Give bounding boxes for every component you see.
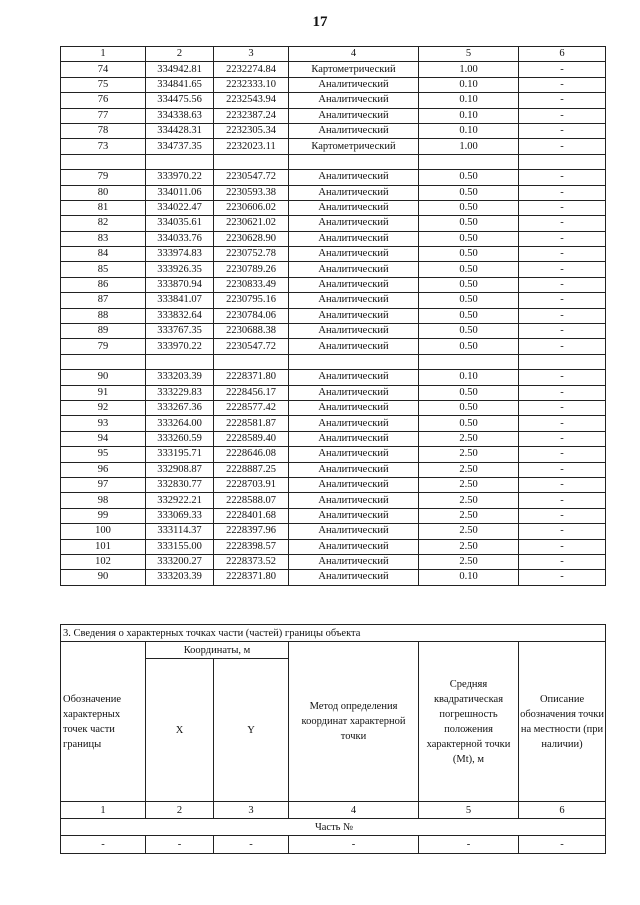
cell: Аналитический [289, 231, 419, 246]
cell: - [519, 508, 606, 523]
cell: 2.50 [419, 462, 519, 477]
header-coordinates: Координаты, м [146, 642, 289, 659]
cell: 0.10 [419, 77, 519, 92]
cell: 1 [61, 47, 146, 62]
cell: 2230593.38 [214, 185, 289, 200]
cell: 2230784.06 [214, 308, 289, 323]
column-number: 1 [61, 802, 146, 819]
cell: Аналитический [289, 170, 419, 185]
cell [419, 354, 519, 369]
cell: 93 [61, 416, 146, 431]
cell: 2228646.08 [214, 447, 289, 462]
cell: Аналитический [289, 339, 419, 354]
cell: 84 [61, 247, 146, 262]
cell: 0.50 [419, 385, 519, 400]
table-row [61, 339, 606, 354]
cell: 89 [61, 324, 146, 339]
cell: Аналитический [289, 524, 419, 539]
part-label: Часть № [61, 819, 606, 836]
cell: 95 [61, 447, 146, 462]
cell: 79 [61, 339, 146, 354]
cell: 0.50 [419, 416, 519, 431]
cell: Аналитический [289, 185, 419, 200]
cell: Аналитический [289, 123, 419, 138]
cell: 2.50 [419, 539, 519, 554]
cell [519, 154, 606, 169]
cell: Аналитический [289, 247, 419, 262]
cell: 2228398.57 [214, 539, 289, 554]
cell: 77 [61, 108, 146, 123]
cell: 90 [61, 570, 146, 585]
cell: - [519, 185, 606, 200]
cell: 74 [61, 62, 146, 77]
cell: 78 [61, 123, 146, 138]
cell: 334022.47 [146, 200, 214, 215]
cell: 2228397.96 [214, 524, 289, 539]
cell: 1.00 [419, 139, 519, 154]
cell: Аналитический [289, 370, 419, 385]
table-row [61, 231, 606, 246]
cell: - [519, 93, 606, 108]
cell: - [519, 293, 606, 308]
cell: 85 [61, 262, 146, 277]
table-row [61, 308, 606, 323]
cell: 2232023.11 [214, 139, 289, 154]
cell: - [519, 62, 606, 77]
cell: - [61, 836, 146, 854]
cell: 0.50 [419, 324, 519, 339]
blank-row [61, 154, 606, 169]
cell: 333069.33 [146, 508, 214, 523]
cell: 3 [214, 47, 289, 62]
cell: 2228581.87 [214, 416, 289, 431]
cell: Аналитический [289, 431, 419, 446]
column-number: 2 [146, 802, 214, 819]
cell: 0.50 [419, 247, 519, 262]
cell: 98 [61, 493, 146, 508]
table-row [61, 524, 606, 539]
cell: Аналитический [289, 385, 419, 400]
cell [289, 354, 419, 369]
header-point-designation: Обозначение характерных точек части границы [61, 642, 146, 802]
cell: 2230547.72 [214, 170, 289, 185]
cell: 334011.06 [146, 185, 214, 200]
cell: Аналитический [289, 108, 419, 123]
cell: Аналитический [289, 416, 419, 431]
cell: - [419, 836, 519, 854]
table-row [61, 400, 606, 415]
header-x: X [146, 659, 214, 802]
cell: 334737.35 [146, 139, 214, 154]
cell [146, 354, 214, 369]
cell: 2228401.68 [214, 508, 289, 523]
cell: 2232333.10 [214, 77, 289, 92]
cell: 2230606.02 [214, 200, 289, 215]
cell: 2.50 [419, 447, 519, 462]
table-row [61, 539, 606, 554]
cell: - [519, 123, 606, 138]
cell: - [519, 493, 606, 508]
cell: 0.50 [419, 185, 519, 200]
cell: 75 [61, 77, 146, 92]
cell: 332922.21 [146, 493, 214, 508]
cell [519, 354, 606, 369]
cell: - [519, 431, 606, 446]
cell: - [519, 385, 606, 400]
cell [214, 154, 289, 169]
cell: 76 [61, 93, 146, 108]
cell: 91 [61, 385, 146, 400]
cell: 0.50 [419, 231, 519, 246]
cell: 1.00 [419, 62, 519, 77]
cell: Аналитический [289, 308, 419, 323]
cell: - [519, 462, 606, 477]
cell: 333767.35 [146, 324, 214, 339]
cell: 100 [61, 524, 146, 539]
cell: 0.50 [419, 170, 519, 185]
cell: 2228588.07 [214, 493, 289, 508]
table-row [61, 554, 606, 569]
page-number: 17 [312, 14, 328, 30]
cell: 2228371.80 [214, 370, 289, 385]
table-row [61, 262, 606, 277]
cell: 94 [61, 431, 146, 446]
blank-row [61, 354, 606, 369]
cell: 81 [61, 200, 146, 215]
table-row [61, 62, 606, 77]
cell: 96 [61, 462, 146, 477]
table-row [61, 324, 606, 339]
cell: 99 [61, 508, 146, 523]
cell: 333841.07 [146, 293, 214, 308]
cell: 2232387.24 [214, 108, 289, 123]
cell [419, 154, 519, 169]
cell: - [519, 324, 606, 339]
cell: 0.10 [419, 570, 519, 585]
table-row [61, 431, 606, 446]
cell: 87 [61, 293, 146, 308]
cell: 90 [61, 370, 146, 385]
cell: 333203.39 [146, 570, 214, 585]
table-row [61, 477, 606, 492]
cell: 2228456.17 [214, 385, 289, 400]
table-row [61, 93, 606, 108]
cell: 2.50 [419, 524, 519, 539]
cell: 97 [61, 477, 146, 492]
column-number: 6 [519, 802, 606, 819]
cell: - [519, 400, 606, 415]
cell: 334033.76 [146, 231, 214, 246]
cell: 102 [61, 554, 146, 569]
cell: - [146, 836, 214, 854]
cell: - [519, 216, 606, 231]
cell: 2232305.34 [214, 123, 289, 138]
cell: - [519, 77, 606, 92]
cell: 333195.71 [146, 447, 214, 462]
cell [146, 154, 214, 169]
cell: Аналитический [289, 324, 419, 339]
cell: Аналитический [289, 216, 419, 231]
cell: Аналитический [289, 293, 419, 308]
cell: - [519, 836, 606, 854]
cell: Аналитический [289, 554, 419, 569]
cell: 82 [61, 216, 146, 231]
section-title: 3. Сведения о характерных точках части (частей) границы объекта [61, 625, 606, 642]
cell: Аналитический [289, 493, 419, 508]
table-row [61, 200, 606, 215]
table-row [61, 570, 606, 585]
cell: 83 [61, 231, 146, 246]
empty-part-row [61, 836, 606, 854]
column-number: 4 [289, 802, 419, 819]
cell: 0.50 [419, 216, 519, 231]
cell: 333970.22 [146, 170, 214, 185]
cell: 334942.81 [146, 62, 214, 77]
table-row [61, 462, 606, 477]
table-row [61, 247, 606, 262]
cell: Аналитический [289, 93, 419, 108]
cell: Аналитический [289, 262, 419, 277]
cell: 6 [519, 47, 606, 62]
table-row [61, 385, 606, 400]
cell: - [519, 477, 606, 492]
cell: - [519, 277, 606, 292]
cell: 5 [419, 47, 519, 62]
cell: - [519, 524, 606, 539]
cell: 92 [61, 400, 146, 415]
cell: Аналитический [289, 462, 419, 477]
table-row [61, 416, 606, 431]
cell: 333974.83 [146, 247, 214, 262]
column-number: 5 [419, 802, 519, 819]
cell: 88 [61, 308, 146, 323]
table-row [61, 139, 606, 154]
cell: 0.50 [419, 200, 519, 215]
cell: - [519, 108, 606, 123]
cell: 333155.00 [146, 539, 214, 554]
cell: - [519, 554, 606, 569]
table-row [61, 216, 606, 231]
column-number-row [61, 802, 606, 819]
cell: 4 [289, 47, 419, 62]
cell: 2228371.80 [214, 570, 289, 585]
cell: 334475.56 [146, 93, 214, 108]
cell: Аналитический [289, 200, 419, 215]
cell [289, 154, 419, 169]
cell: - [519, 200, 606, 215]
table-row [61, 493, 606, 508]
cell: 0.50 [419, 277, 519, 292]
cell: 0.50 [419, 400, 519, 415]
parts-table [60, 624, 606, 854]
cell: 333970.22 [146, 339, 214, 354]
cell: 2 [146, 47, 214, 62]
table-row [61, 185, 606, 200]
cell: 334035.61 [146, 216, 214, 231]
cell: Аналитический [289, 539, 419, 554]
cell: 2230621.02 [214, 216, 289, 231]
cell: 334841.65 [146, 77, 214, 92]
cell: 333870.94 [146, 277, 214, 292]
cell: 2228589.40 [214, 431, 289, 446]
cell: 0.50 [419, 293, 519, 308]
cell: Картометрический [289, 62, 419, 77]
header-description: Описание обозначения точки на местности (при наличии) [519, 642, 606, 802]
cell: Аналитический [289, 447, 419, 462]
cell: 2.50 [419, 508, 519, 523]
cell: - [519, 247, 606, 262]
cell: - [519, 308, 606, 323]
table-row [61, 277, 606, 292]
cell: - [519, 139, 606, 154]
cell: 2228373.52 [214, 554, 289, 569]
cell: 332830.77 [146, 477, 214, 492]
cell: 333832.64 [146, 308, 214, 323]
cell: - [519, 262, 606, 277]
cell: Аналитический [289, 277, 419, 292]
header-y: Y [214, 659, 289, 802]
cell: 333926.35 [146, 262, 214, 277]
cell [214, 354, 289, 369]
cell: 2.50 [419, 431, 519, 446]
cell [61, 354, 146, 369]
table-row [61, 108, 606, 123]
cell: - [214, 836, 289, 854]
cell: 334338.63 [146, 108, 214, 123]
cell: 79 [61, 170, 146, 185]
cell: - [289, 836, 419, 854]
cell: 2.50 [419, 554, 519, 569]
table-row [61, 447, 606, 462]
cell [61, 154, 146, 169]
cell: - [519, 170, 606, 185]
cell: Аналитический [289, 570, 419, 585]
cell: Аналитический [289, 477, 419, 492]
cell: Аналитический [289, 400, 419, 415]
cell: 334428.31 [146, 123, 214, 138]
cell: 2230688.38 [214, 324, 289, 339]
table-row [61, 123, 606, 138]
cell: 333203.39 [146, 370, 214, 385]
cell: 73 [61, 139, 146, 154]
cell: 333114.37 [146, 524, 214, 539]
table-row [61, 293, 606, 308]
cell: - [519, 570, 606, 585]
cell: 333200.27 [146, 554, 214, 569]
cell: - [519, 539, 606, 554]
cell: 2230833.49 [214, 277, 289, 292]
cell: 333229.83 [146, 385, 214, 400]
cell: 2228703.91 [214, 477, 289, 492]
table-row [61, 170, 606, 185]
cell: 333267.36 [146, 400, 214, 415]
cell: 2.50 [419, 477, 519, 492]
cell: 0.50 [419, 308, 519, 323]
cell: 0.10 [419, 108, 519, 123]
cell: 0.10 [419, 123, 519, 138]
cell: 80 [61, 185, 146, 200]
cell: Картометрический [289, 139, 419, 154]
cell: Аналитический [289, 77, 419, 92]
column-number-row [61, 47, 606, 62]
cell: 332908.87 [146, 462, 214, 477]
table-row [61, 370, 606, 385]
cell: 2230789.26 [214, 262, 289, 277]
cell: 0.10 [419, 370, 519, 385]
cell: - [519, 370, 606, 385]
cell: 101 [61, 539, 146, 554]
cell: 2232274.84 [214, 62, 289, 77]
header-method: Метод определения координат характерной точки [289, 642, 419, 802]
cell: - [519, 339, 606, 354]
cell: 2230547.72 [214, 339, 289, 354]
table-row [61, 508, 606, 523]
cell: - [519, 416, 606, 431]
cell: 2230628.90 [214, 231, 289, 246]
cell: 0.50 [419, 262, 519, 277]
cell: 333260.59 [146, 431, 214, 446]
cell: - [519, 231, 606, 246]
cell: 2230752.78 [214, 247, 289, 262]
cell: - [519, 447, 606, 462]
cell: Аналитический [289, 508, 419, 523]
cell: 2232543.94 [214, 93, 289, 108]
column-number: 3 [214, 802, 289, 819]
cell: 2228887.25 [214, 462, 289, 477]
cell: 2.50 [419, 493, 519, 508]
cell: 2228577.42 [214, 400, 289, 415]
cell: 333264.00 [146, 416, 214, 431]
cell: 2230795.16 [214, 293, 289, 308]
table-row [61, 77, 606, 92]
cell: 86 [61, 277, 146, 292]
cell: 0.10 [419, 93, 519, 108]
coordinates-table [60, 46, 606, 586]
cell: 0.50 [419, 339, 519, 354]
header-error: Средняя квадратическая погрешность положения характерной точки (Mt), м [419, 642, 519, 802]
